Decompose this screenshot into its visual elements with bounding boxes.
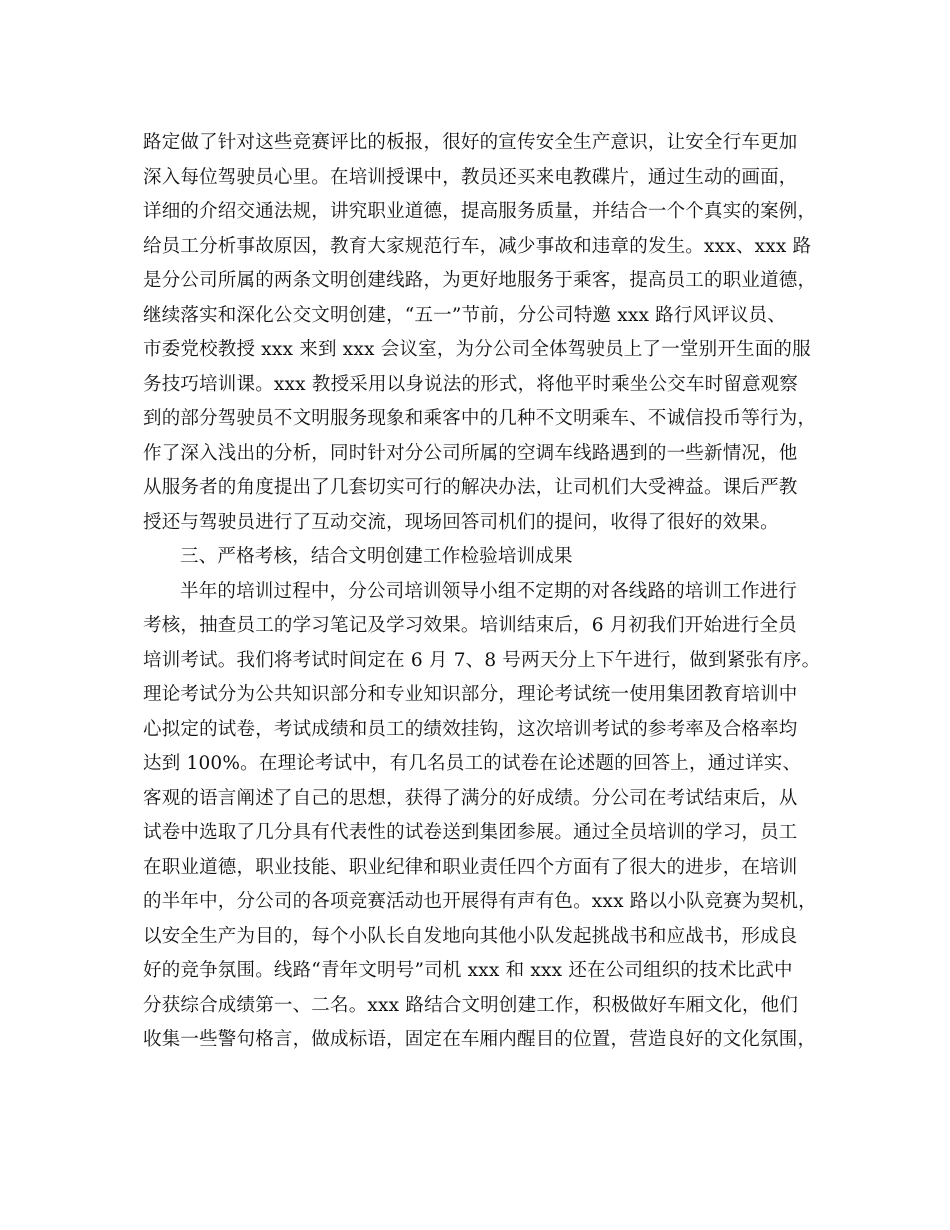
text-line: 务技巧培训课。xxx 教授采用以身说法的形式，将他平时乘坐公交车时留意观察 xyxy=(143,373,799,395)
text-line: 作了深入浅出的分析，同时针对分公司所属的空调车线路遇到的一些新情况，他 xyxy=(143,442,798,464)
text-line: 理论考试分为公共知识部分和专业知识部分，理论考试统一使用集团教育培训中 xyxy=(143,684,798,705)
text-line: 考核，抽查员工的学习笔记及学习效果。培训结束后，6 月初我们开始进行全员 xyxy=(143,615,797,636)
text-line: 以安全生产为目的，每个小队长自发地向其他小队发起挑战书和应战书，形成良 xyxy=(143,925,798,947)
text-line: 收集一些警句格言，做成标语，固定在车厢内醒目的位置，营造良好的文化氛围， xyxy=(143,1029,817,1050)
text-line: 半年的培训过程中，分公司培训领导小组不定期的对各线路的培训工作进行 xyxy=(180,580,798,602)
text-line: 授还与驾驶员进行了互动交流，现场回答司机们的提问，收得了很好的效果。 xyxy=(143,511,779,533)
text-line: 继续落实和深化公交文明创建，“五一”节前，分公司特邀 xxx 路行风评议员、 xyxy=(143,304,787,326)
text-line: 是分公司所属的两条文明创建线路，为更好地服务于乘客，提高员工的职业道德， xyxy=(143,270,817,291)
text-line: 心拟定的试卷，考试成绩和员工的绩效挂钩，这次培训考试的参考率及合格率均 xyxy=(143,718,798,740)
text-line: 培训考试。我们将考试时间定在 6 月 7、8 号两天分上下午进行，做到紧张有序。 xyxy=(143,649,821,671)
section-heading: 三、严格考核，结合文明创建工作检验培训成果 xyxy=(180,546,573,567)
text-line: 在职业道德，职业技能、职业纪律和职业责任四个方面有了很大的进步，在培训 xyxy=(143,856,798,878)
text-line: 的半年中，分公司的各项竞赛活动也开展得有声有色。xxx 路以小队竞赛为契机， xyxy=(143,891,817,912)
text-line: 详细的介绍交通法规，讲究职业道德，提高服务质量，并结合一个个真实的案例， xyxy=(143,201,817,222)
text-line: 客观的语言阐述了自己的思想，获得了满分的好成绩。分公司在考试结束后，从 xyxy=(143,787,798,809)
document-body xyxy=(143,126,821,1058)
text-line: 给员工分析事故原因，教育大家规范行车，减少事故和违章的发生。xxx、xxx 路 xyxy=(143,235,812,257)
text-line: 从服务者的角度提出了几套切实可行的解决办法，让司机们大受裨益。课后严教 xyxy=(143,477,798,498)
text-line: 达到 100%。在理论考试中，有几名员工的试卷在论述题的回答上，通过详实、 xyxy=(143,753,802,774)
text-line: 到的部分驾驶员不文明服务现象和乘客中的几种不文明乘车、不诚信投币等行为， xyxy=(143,408,817,429)
text-line: 分获综合成绩第一、二名。xxx 路结合文明创建工作，积极做好车厢文化，他们 xyxy=(143,994,799,1016)
text-line: 路定做了针对这些竞赛评比的板报，很好的宣传安全生产意识，让安全行车更加 xyxy=(143,132,798,153)
text-line: 试卷中选取了几分具有代表性的试卷送到集团参展。通过全员培训的学习，员工 xyxy=(143,822,798,843)
text-line: 市委党校教授 xxx 来到 xxx 会议室，为分公司全体驾驶员上了一堂别开生面的服 xyxy=(143,339,811,360)
text-line: 好的竞争氛围。线路“青年文明号”司机 xxx 和 xxx 还在公司组织的技术比武中 xyxy=(143,960,793,981)
text-line: 深入每位驾驶员心里。在培训授课中，教员还买来电教碟片，通过生动的画面， xyxy=(143,166,798,188)
